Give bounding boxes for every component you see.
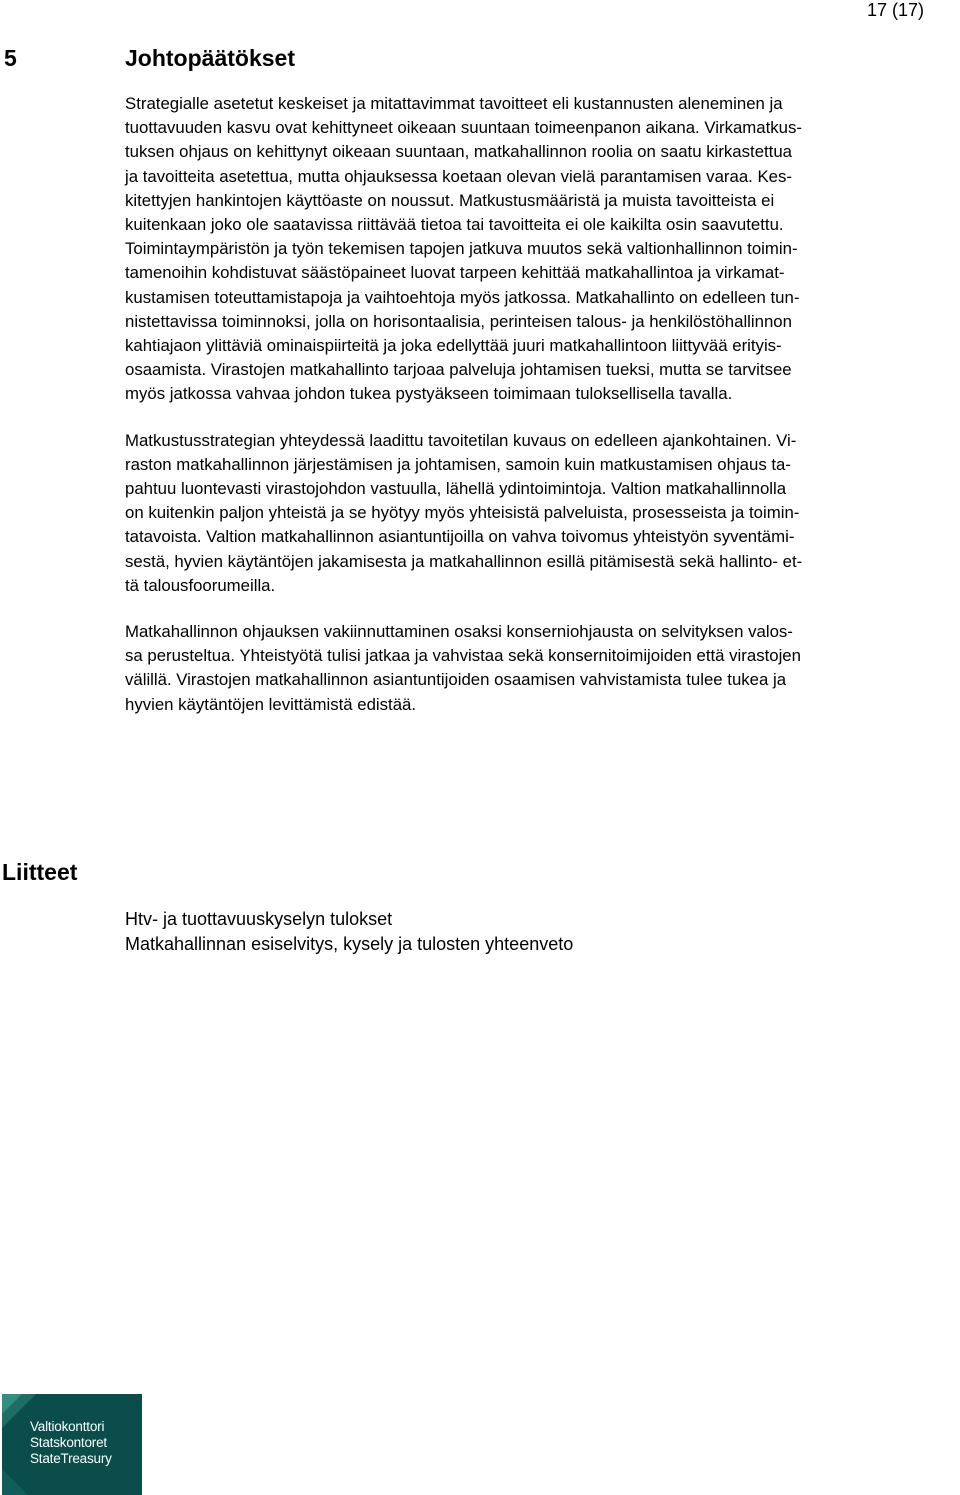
text-line: sestä, hyvien käytäntöjen jakamisesta ja matkahallinnon esillä pitämisestä sekä hallinto- et- [125,551,803,571]
text-line: kitettyjen hankintojen käyttöaste on noussut. Matkustusmääristä ja muista tavoitteista ei [125,190,775,210]
text-line: tuottavuuden kasvu ovat kehittyneet oikeaan suuntaan toimeenpanon aikana. Virkamatkus- [125,118,802,138]
text-line: Strategialle asetetut keskeiset ja mitattavimmat tavoitteet eli kustannusten aleneminen ja [125,94,783,113]
text-line: sa perusteltua. Yhteistyötä tulisi jatkaa ja vahvistaa sekä konsernitoimijoiden että virastojen [125,646,801,666]
text-line: pahtuu luontevasti virastojohdon vastuulla, lähellä ydintoimintoja. Valtion matkahallinnolla [125,479,787,499]
appendix-heading: Liitteet [2,859,78,885]
text-line: raston matkahallinnon järjestämisen ja johtamisen, samoin kuin matkustamisen ohjaus ta- [125,454,791,474]
logo-text-line: Valtiokonttori [30,1419,105,1434]
text-line: Matkustusstrategian yhteydessä laadittu tavoitetilan kuvaus on edelleen ajankohtainen. Vi- [125,430,797,450]
paragraph [125,92,933,407]
text-line: tatavoista. Valtion matkahallinnon asiantuntijoilla on vahva toivomus yhteistyön syventämi- [125,527,795,547]
paragraph [125,620,933,717]
appendix-list [125,907,825,956]
text-line: hyvien käytäntöjen levittämistä edistää. [125,694,417,714]
text-line: kustamisen toteuttamistapoja ja vaihtoehtoja myös jatkossa. Matkahallinto on edelleen tun- [125,287,800,307]
text-line: kuitenkaan joko ole saatavissa riittävää tietoa tai tavoitteita ei ole kaikilta osin saavutettu. [125,215,784,235]
appendix-item: Matkahallinnan esiselvitys, kysely ja tulosten yhteenveto [125,933,574,954]
text-line: välillä. Virastojen matkahallinnon asiantuntijoiden osaamisen vahvistamista tulee tukea ja [125,670,787,690]
paragraph [125,429,933,598]
logo-text-line: StateTreasury [30,1451,112,1466]
text-line: nistettavissa toiminnoksi, jolla on horisontaalisia, perinteisen talous- ja henkilöstöhallinnon [125,311,792,331]
valtiokonttori-logo [2,1394,142,1495]
section-title: Johtopäätökset [125,45,295,71]
text-line: osaamista. Virastojen matkahallinto tarjoaa palveluja johtamisen tueksi, mutta se tarvitsee [125,360,792,380]
appendix-item: Htv- ja tuottavuuskyselyn tulokset [125,909,393,929]
text-line: tamenoihin kohdistuvat säästöpaineet luovat tarpeen kehittää matkahallintoa ja virkamat- [125,263,785,283]
text-line: myös jatkossa vahvaa johdon tukea pystyäkseen toimimaan tuloksellisella tavalla. [125,384,733,404]
text-line: ja tavoitteita asetettua, mutta ohjauksessa koetaan olevan vielä parantamisen varaa. Kes- [125,166,792,186]
text-line: tuksen ohjaus on kehittynyt oikeaan suuntaan, matkahallinnon roolia on saatu kirkastettua [125,142,793,162]
text-line: Matkahallinnon ohjauksen vakiinnuttaminen osaksi konserniohjausta on selvityksen valos- [125,622,793,642]
page-number: 17 (17) [866,0,924,20]
text-line: Toimintaympäristön ja työn tekemisen tapojen jatkuva muutos sekä valtionhallinnon toimin- [125,239,798,259]
section-number: 5 [4,45,17,71]
text-line: kahtiajaon ylittäviä ominaispiirteitä ja joka edellyttää juuri matkahallintoon liittyvää erityis- [125,336,782,356]
section-body [125,92,933,739]
text-line: on kuitenkin paljon yhteistä ja se hyötyy myös yhteisistä palveluista, prosesseista ja toimin- [125,503,800,523]
logo-text-line: Statskontoret [30,1435,107,1450]
text-line: tä talousfoorumeilla. [125,575,276,595]
